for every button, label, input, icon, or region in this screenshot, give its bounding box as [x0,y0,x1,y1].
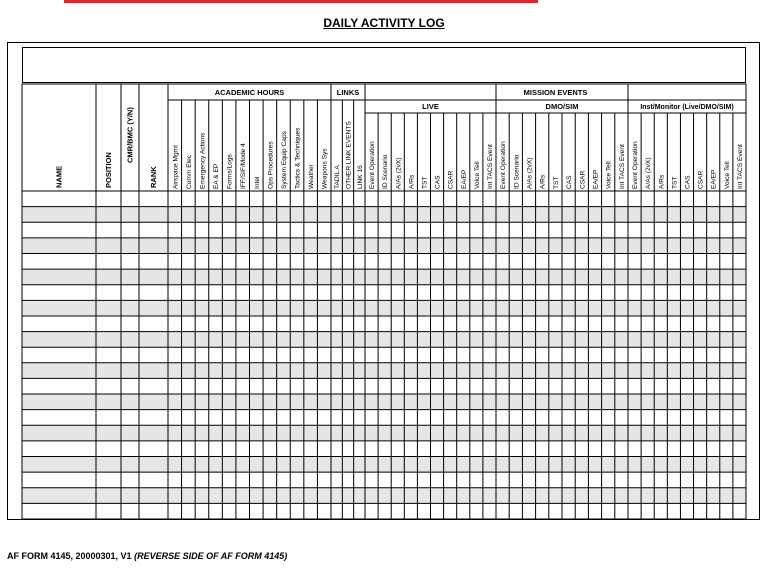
table-row-stripe [22,488,746,504]
column-header-dmo_sim: TST [552,176,560,189]
table-row-stripe [22,457,746,473]
column-header-inst_monitor: Voice Tell [723,161,731,189]
column-header-dmo_sim: EA/EP [592,169,600,189]
column-header-academic: Airspace Mgmt [172,145,180,189]
column-header-links: LINK 16 [356,165,364,189]
column-header-dmo_sim: CSAR [579,170,587,189]
column-header-inst_monitor: A/As (2vX) [645,157,653,189]
table-row-stripe [22,332,746,348]
column-header-live: CSAR [447,170,455,189]
column-header-links: OTHER LINK EVENTS [345,121,353,189]
column-header-academic: Weapons Sys [321,148,329,189]
column-header-academic: Weather [308,164,316,189]
column-header-dmo_sim: A/As (2vX) [526,157,534,189]
form-title: DAILY ACTIVITY LOG [323,16,445,30]
column-header-live: A/Rs [408,174,416,189]
column-header-academic: Ops Procedures [267,141,275,189]
form-note: (REVERSE SIDE OF AF FORM 4145) [134,551,288,561]
column-header-inst_monitor: Event Operation [632,141,640,189]
column-header-inst_monitor: CSAR [697,170,705,189]
rank-header: RANK [149,166,158,188]
column-header-live: EA/EP [460,169,468,189]
column-header-academic: Comm Elec [185,154,193,189]
table-row-stripe [22,300,746,316]
position-header: POSITION [104,152,113,188]
column-header-academic: System Equip Caps [280,131,288,189]
column-header-academic: Emergency Actions [199,132,207,189]
name-header: NAME [54,165,64,188]
links-header: LINKS [336,88,360,97]
column-header-inst_monitor: TST [671,176,679,189]
dmo-sim-header: DMO/SIM [545,102,579,111]
column-header-inst_monitor: Int TACS Event [736,144,744,189]
column-header-dmo_sim: Event Operation [500,141,508,189]
column-header-live: A/As (2vX) [395,157,403,189]
column-header-live: TST [421,176,429,189]
column-header-dmo_sim: CAS [566,175,574,189]
form-footer [7,551,287,561]
column-header-live: Event Operation [369,141,377,189]
live-header: LIVE [422,102,439,111]
table-row-stripe [22,363,746,379]
mission-events-header: MISSION EVENTS [523,88,588,97]
column-header-inst_monitor: A/Rs [658,174,666,189]
table-row-stripe [22,207,746,223]
column-header-live: ID Scenario [382,154,390,189]
academic-hours-header: ACADEMIC HOURS [214,88,285,97]
inst-monitor-header: Inst/Monitor (Live/DMO/SIM) [640,104,734,111]
column-header-live: Int TACS Event [486,144,494,189]
column-header-dmo_sim: ID Scenario [513,154,521,189]
table-row-stripe [22,269,746,285]
column-header-academic: Tactics & Techniques [294,127,302,189]
column-header-live: CAS [434,175,442,189]
column-header-dmo_sim: Voice Tell [605,161,613,189]
column-header-academic: IFF/SIF/Mode 4 [240,143,248,189]
table-row-stripe [22,394,746,410]
column-header-inst_monitor: EA/EP [710,169,718,189]
column-header-academic: Forms/Logs [226,154,234,189]
table-row-stripe [22,425,746,441]
column-header-academic: Intel [253,176,261,189]
cmr-bmc-header: CMR/BMC (Y/N) [125,107,135,163]
column-header-live: Voice Tell [473,161,481,189]
column-header-academic: EA & EP [213,163,221,189]
column-header-links: TADIL A [334,165,342,189]
column-header-dmo_sim: Int TACS Event [618,144,626,189]
form-id: AF FORM 4145, 20000301, V1 [7,551,132,561]
column-header-dmo_sim: A/Rs [539,174,547,189]
table-row-stripe [22,238,746,254]
column-header-inst_monitor: CAS [684,175,692,189]
